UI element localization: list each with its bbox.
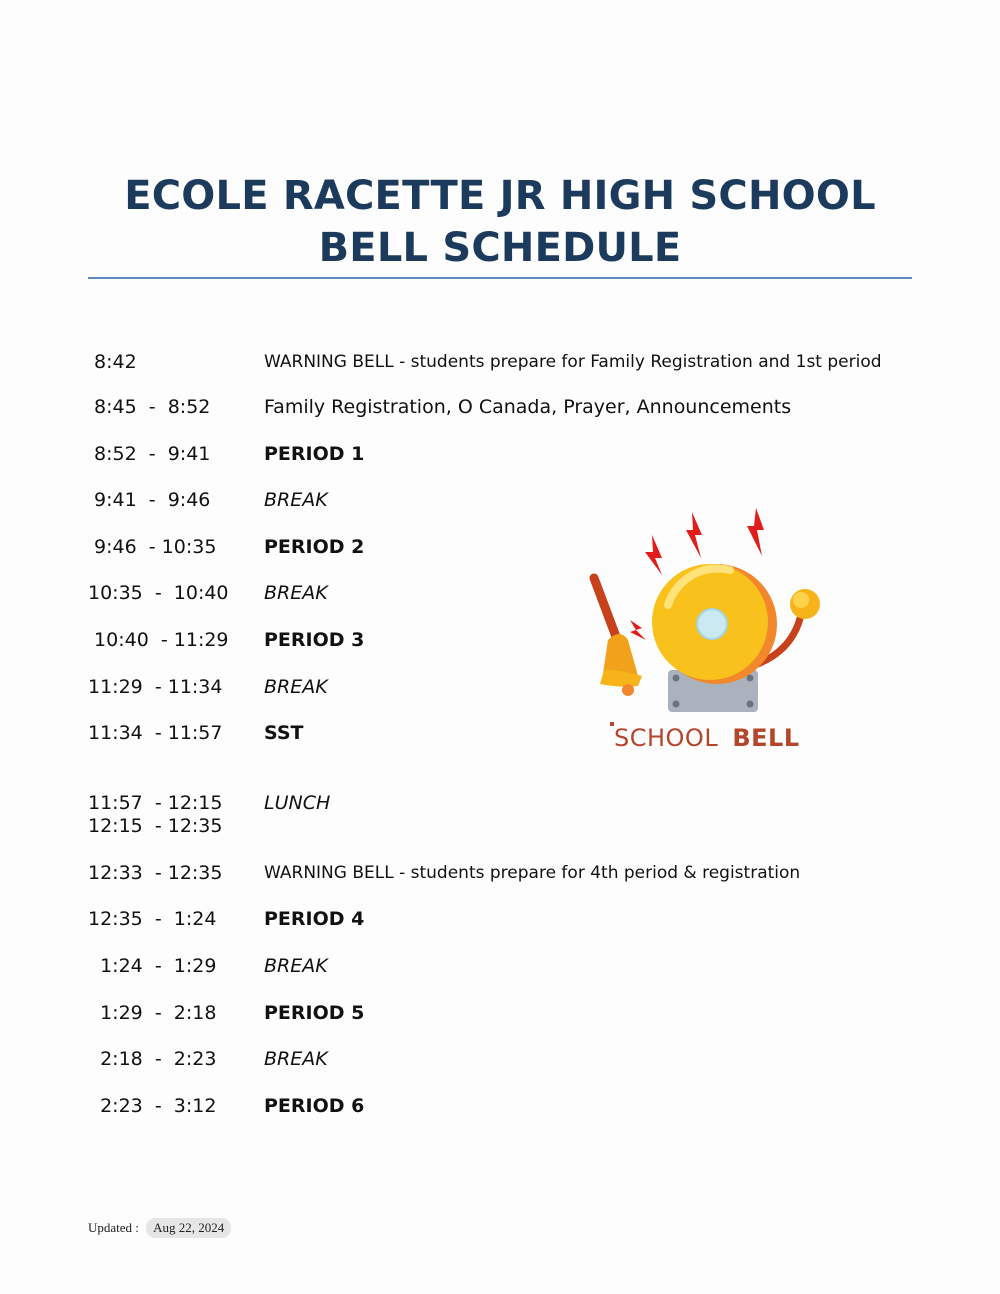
updated-date-badge: Aug 22, 2024 — [146, 1218, 231, 1238]
schedule-label: BREAK — [264, 955, 328, 977]
schedule-label: SST — [264, 722, 304, 744]
schedule-label: BREAK — [264, 582, 328, 604]
schedule-row — [0, 999, 1000, 1027]
schedule-label: PERIOD 3 — [264, 629, 365, 651]
footer-updated — [88, 1218, 231, 1238]
schedule-row — [0, 673, 1000, 701]
schedule-row — [0, 905, 1000, 933]
time-range: 10:35 - 10:40 — [88, 582, 229, 604]
time-range: 1:29 - 2:18 — [88, 1002, 217, 1024]
time-range: 10:40 - 11:29 — [88, 629, 229, 651]
time-range: 11:34 - 11:57 — [88, 722, 223, 744]
svg-text:SCHOOL BELL — [614, 724, 800, 752]
time-range: 12:15 - 12:35 — [88, 815, 223, 837]
schedule-row — [0, 1092, 1000, 1120]
schedule-label: Family Registration, O Canada, Prayer, Announcements — [264, 396, 792, 418]
schedule-row — [0, 533, 1000, 561]
time-range: 8:52 - 9:41 — [88, 443, 211, 465]
time-range: 12:35 - 1:24 — [88, 908, 217, 930]
school-bell-icon — [580, 500, 840, 760]
time-range: 11:57 - 12:15 — [88, 792, 223, 814]
schedule-label: PERIOD 1 — [264, 443, 365, 465]
schedule-row — [0, 952, 1000, 980]
time-range: 8:45 - 8:52 — [88, 396, 211, 418]
schedule-label: PERIOD 2 — [264, 536, 365, 558]
schedule-row — [0, 348, 1000, 376]
title-line-2: BELL SCHEDULE — [318, 225, 682, 271]
schedule-row — [0, 859, 1000, 887]
schedule-row — [0, 719, 1000, 747]
schedule-label: BREAK — [264, 489, 328, 511]
time-range: 2:23 - 3:12 — [88, 1095, 217, 1117]
lightning-icon — [645, 535, 662, 575]
time-range: 9:41 - 9:46 — [88, 489, 211, 511]
schedule-row — [0, 486, 1000, 514]
schedule-label: PERIOD 5 — [264, 1002, 365, 1024]
time-range: 8:42 — [88, 351, 137, 373]
title-divider — [88, 277, 912, 279]
bell-caption-regular: SCHOOL — [614, 724, 719, 752]
bell-caption-bold: BELL — [732, 724, 800, 752]
schedule-label: LUNCH — [264, 792, 331, 814]
time-range: 11:29 - 11:34 — [88, 676, 223, 698]
schedule-row — [0, 393, 1000, 421]
lightning-icon — [747, 508, 764, 556]
lightning-icon — [686, 512, 702, 558]
schedule-label: PERIOD 4 — [264, 908, 365, 930]
time-range: 9:46 - 10:35 — [88, 536, 217, 558]
schedule-label: BREAK — [264, 676, 328, 698]
lightning-icon — [630, 620, 646, 640]
page-title — [0, 170, 1000, 274]
time-range: 1:24 - 1:29 — [88, 955, 217, 977]
schedule-row — [0, 440, 1000, 468]
updated-label: Updated : — [88, 1220, 139, 1235]
time-range: 2:18 - 2:23 — [88, 1048, 217, 1070]
title-line-1: ECOLE RACETTE JR HIGH SCHOOL — [124, 173, 876, 219]
schedule-row — [0, 1045, 1000, 1073]
schedule-label: BREAK — [264, 1048, 328, 1070]
time-range: 12:33 - 12:35 — [88, 862, 223, 884]
schedule-label: WARNING BELL - students prepare for Family Registration and 1st period — [264, 352, 882, 372]
schedule-row — [0, 579, 1000, 607]
schedule-label: WARNING BELL - students prepare for 4th period & registration — [264, 863, 801, 883]
schedule-row — [0, 626, 1000, 654]
schedule-label: PERIOD 6 — [264, 1095, 365, 1117]
schedule-row — [0, 812, 1000, 840]
